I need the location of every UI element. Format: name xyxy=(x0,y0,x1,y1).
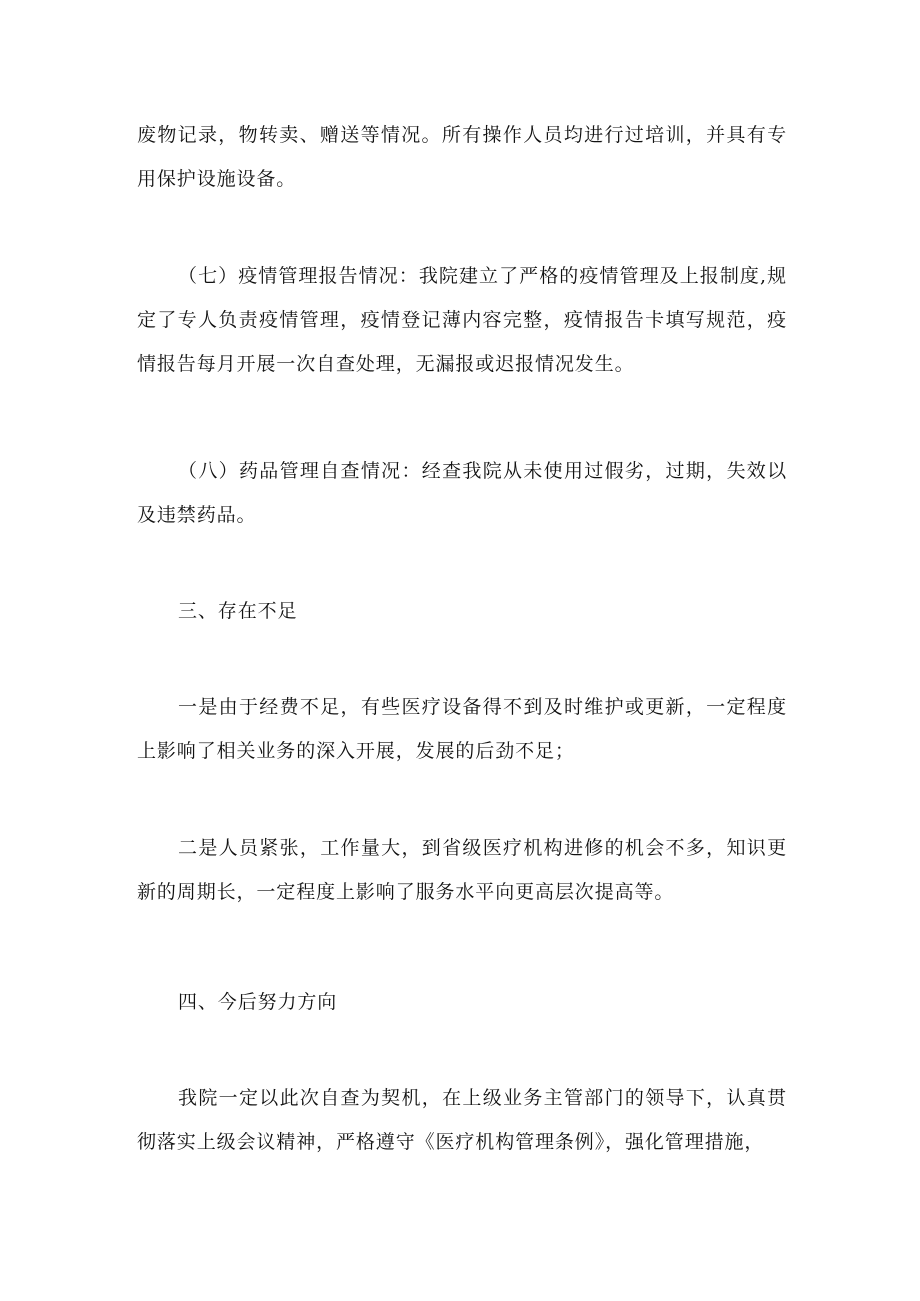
paragraph-shortcoming-staff: 二是人员紧张，工作量大，到省级医疗机构进修的机会不多，知识更新的周期长，一定程度上影响了服务水平向更高层次提高等。 xyxy=(137,837,787,903)
section-heading-future-direction: 四、今后努力方向 xyxy=(178,991,338,1013)
section-heading-shortcomings: 三、存在不足 xyxy=(178,600,298,622)
paragraph-future-commitment: 我院一定以此次自查为契机，在上级业务主管部门的领导下，认真贯彻落实上级会议精神，严格遵守《医疗机构管理条例》，强化管理措施， xyxy=(137,1087,787,1153)
paragraph-epidemic-reporting: （七）疫情管理报告情况：我院建立了严格的疫情管理及上报制度,规定了专人负责疫情管理，疫情登记薄内容完整，疫情报告卡填写规范，疫情报告每月开展一次自查处理，无漏报或迟报情况发生。 xyxy=(137,265,787,375)
paragraph-shortcoming-funding: 一是由于经费不足，有些医疗设备得不到及时维护或更新，一定程度上影响了相关业务的深入开展，发展的后劲不足； xyxy=(137,696,787,762)
paragraph-drug-management: （八）药品管理自查情况：经查我院从未使用过假劣，过期，失效以及违禁药品。 xyxy=(137,460,787,526)
paragraph-waste-records: 废物记录，物转卖、赠送等情况。所有操作人员均进行过培训，并具有专用保护设施设备。 xyxy=(137,124,787,190)
